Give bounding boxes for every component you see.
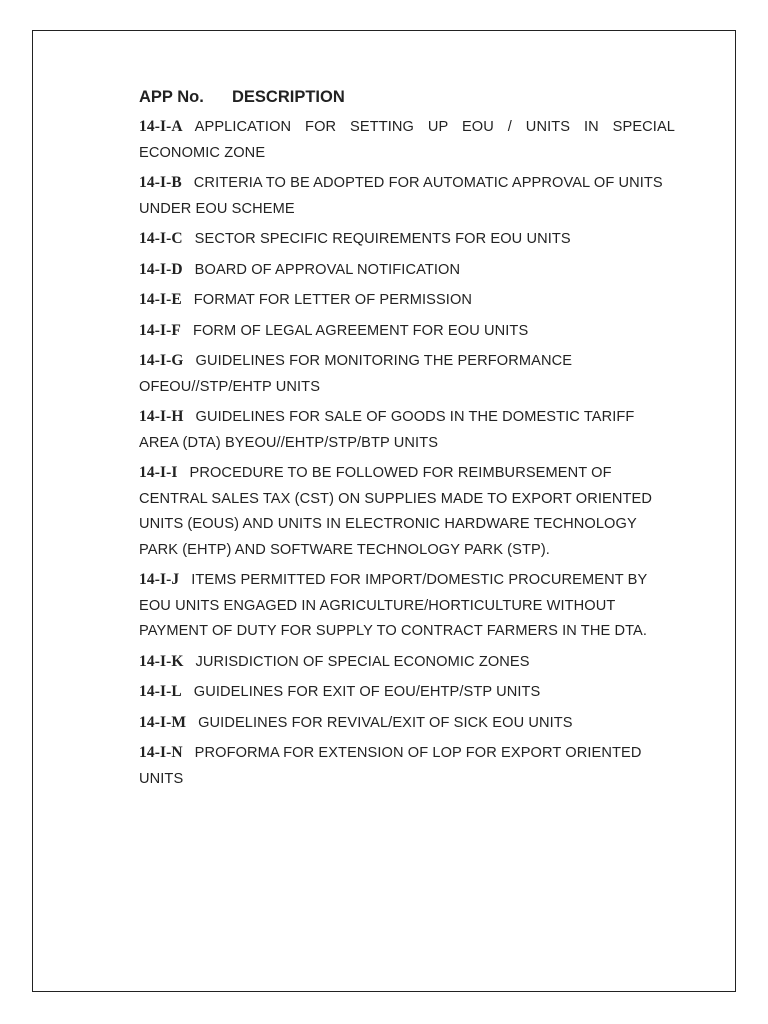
list-item — [139, 318, 675, 345]
app-no-heading: APP No. — [139, 88, 204, 106]
app-description: BOARD OF APPROVAL NOTIFICATION — [194, 261, 461, 278]
list-item — [139, 226, 675, 253]
app-code: 14-I-A — [139, 118, 183, 135]
app-description: GUIDELINES FOR MONITORING THE PERFORMANCE OFEOU//STP/EHTP UNITS — [139, 353, 573, 395]
list-item — [139, 649, 675, 676]
list-item — [139, 710, 675, 737]
app-code: 14-I-M — [139, 713, 187, 731]
list-item — [139, 348, 675, 400]
app-code: 14-I-E — [139, 291, 182, 308]
list-item — [139, 114, 675, 166]
list-item — [139, 567, 675, 645]
app-code: 14-I-L — [139, 683, 182, 700]
app-code: 14-I-I — [139, 464, 178, 481]
list-item — [139, 679, 675, 706]
app-description: SECTOR SPECIFIC REQUIREMENTS FOR EOU UNITS — [194, 231, 571, 247]
app-description: JURISDICTION OF SPECIAL ECONOMIC ZONES — [195, 653, 530, 670]
list-item — [139, 170, 675, 222]
app-description: GUIDELINES FOR REVIVAL/EXIT OF SICK EOU UNITS — [198, 714, 573, 731]
document-body — [139, 84, 675, 796]
list-item — [139, 287, 675, 314]
app-description: PROFORMA FOR EXTENSION OF LOP FOR EXPORT ORIENTED UNITS — [139, 745, 642, 787]
app-code: 14-I-C — [139, 230, 183, 247]
description-heading: DESCRIPTION — [232, 88, 345, 106]
app-description: FORM OF LEGAL AGREEMENT FOR EOU UNITS — [192, 322, 529, 339]
app-code: 14-I-B — [139, 174, 182, 191]
app-code: 14-I-N — [139, 744, 183, 761]
app-description: ITEMS PERMITTED FOR IMPORT/DOMESTIC PROCUREMENT BY EOU UNITS ENGAGED IN AGRICULTURE/HORTICULTURE WITHOUT PAYMENT OF DUTY FOR SUPPLY TO CONTRACT FARMERS IN THE DTA. — [139, 572, 648, 639]
app-code: 14-I-F — [139, 321, 181, 339]
app-code: 14-I-K — [139, 652, 184, 670]
list-item — [139, 740, 675, 792]
list-item — [139, 404, 675, 456]
list-item — [139, 460, 675, 563]
app-code: 14-I-H — [139, 408, 184, 425]
app-code: 14-I-G — [139, 352, 184, 369]
app-code: 14-I-J — [139, 571, 180, 588]
app-description: PROCEDURE TO BE FOLLOWED FOR REIMBURSEMENT OF CENTRAL SALES TAX (CST) ON SUPPLIES MADE TO EXPORT ORIENTED UNITS (EOUS) AND UNITS IN ELECTRONIC HARDWARE TECHNOLOGY PARK (EHTP) AND SOFTWARE TECHNOLOGY PARK (STP). — [139, 465, 653, 558]
app-description: FORMAT FOR LETTER OF PERMISSION — [193, 292, 473, 308]
app-description: APPLICATION FOR SETTING UP EOU / UNITS IN SPECIAL ECONOMIC ZONE — [139, 119, 675, 161]
table-header — [139, 84, 675, 110]
app-description: GUIDELINES FOR EXIT OF EOU/EHTP/STP UNITS — [193, 684, 541, 700]
app-code: 14-I-D — [139, 260, 183, 278]
list-item — [139, 257, 675, 284]
app-description: CRITERIA TO BE ADOPTED FOR AUTOMATIC APPROVAL OF UNITS UNDER EOU SCHEME — [139, 175, 663, 217]
app-description: GUIDELINES FOR SALE OF GOODS IN THE DOMESTIC TARIFF AREA (DTA) BYEOU//EHTP/STP/BTP UNITS — [139, 409, 635, 451]
